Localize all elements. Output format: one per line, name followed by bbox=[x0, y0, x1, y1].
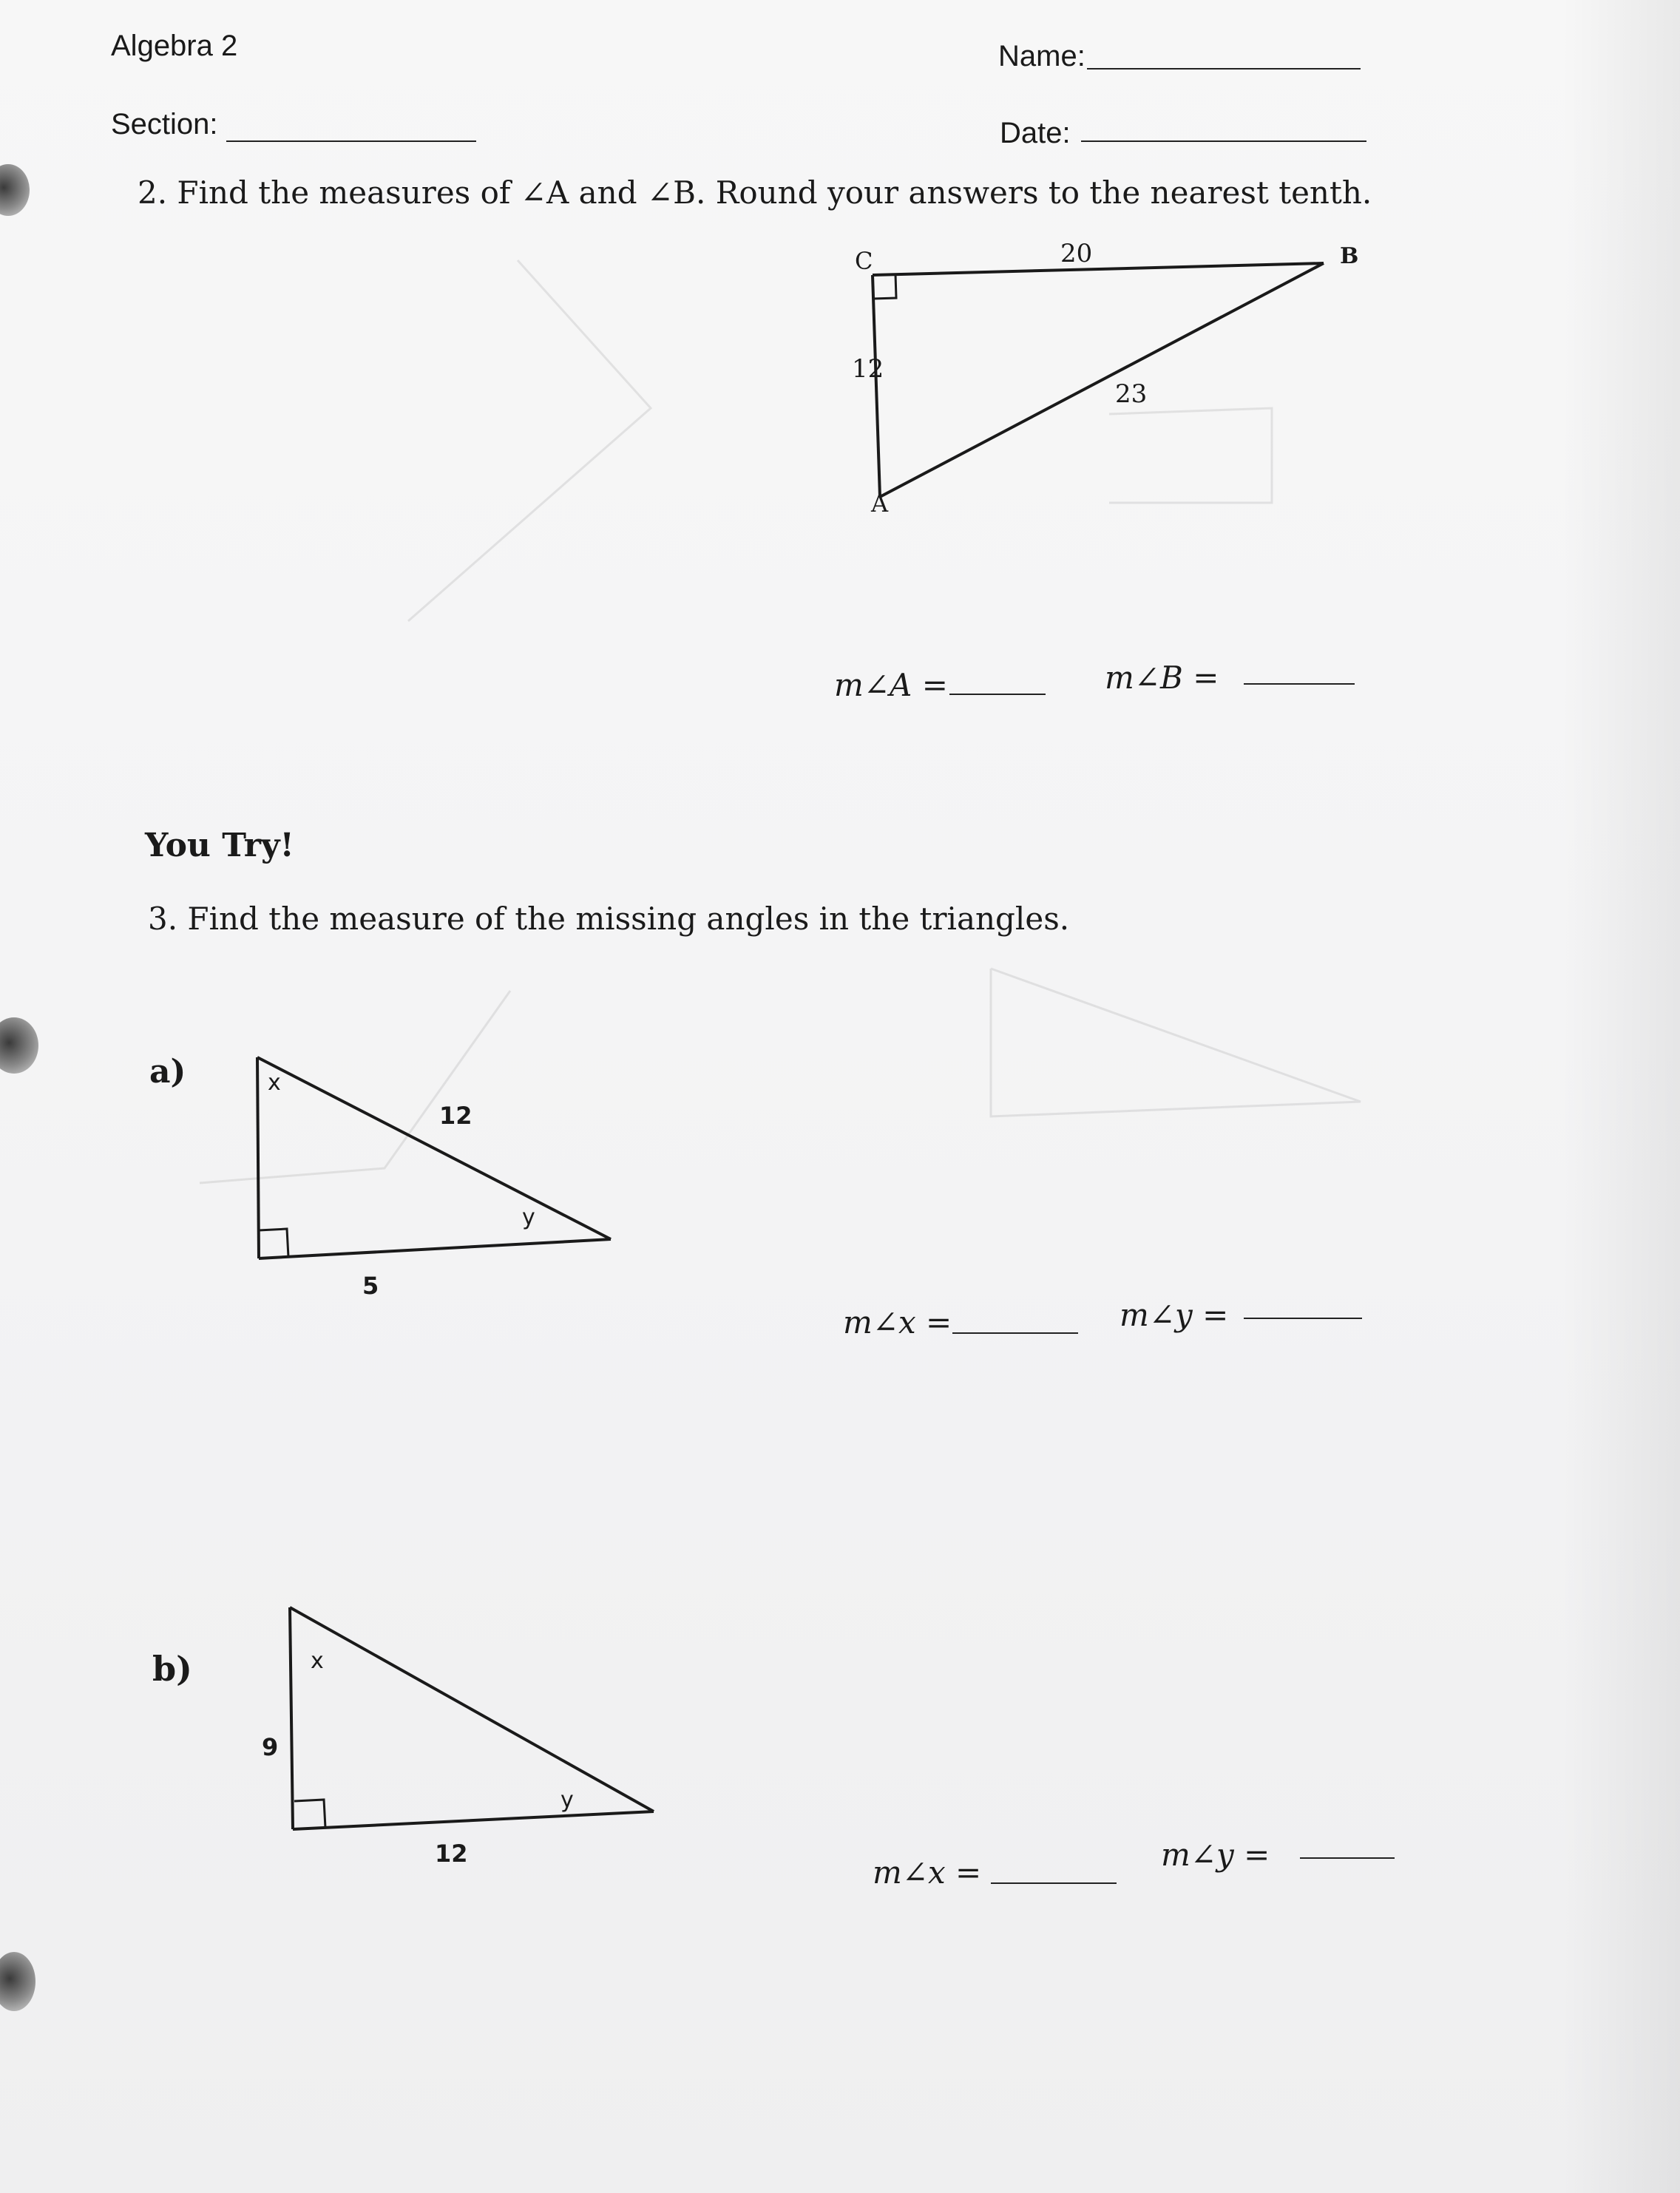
vertex-a-label: A bbox=[871, 489, 889, 518]
part-b-answer-y-field[interactable] bbox=[1300, 1857, 1395, 1859]
side-cb-label: 20 bbox=[1060, 239, 1093, 268]
part-a-answer-y-label: m∠y = bbox=[1120, 1297, 1229, 1333]
part-a-angle-x-label: x bbox=[268, 1070, 281, 1096]
name-field[interactable] bbox=[1087, 68, 1361, 70]
part-a-triangle bbox=[244, 1050, 629, 1301]
part-b-answer-y-label: m∠y = bbox=[1161, 1837, 1270, 1873]
part-a-angle-y-label: y bbox=[522, 1204, 535, 1230]
problem-2-triangle bbox=[813, 229, 1375, 525]
date-label: Date: bbox=[1000, 117, 1071, 149]
section-label: Section: bbox=[111, 108, 218, 140]
answer-angle-a-field[interactable] bbox=[949, 694, 1046, 695]
side-ab-label: 23 bbox=[1115, 379, 1148, 409]
vertex-c-label: C bbox=[855, 247, 873, 275]
section-field[interactable] bbox=[226, 140, 476, 142]
part-a-answer-x-field[interactable] bbox=[952, 1332, 1078, 1334]
course-title: Algebra 2 bbox=[111, 30, 238, 62]
part-b-base-label: 12 bbox=[435, 1840, 468, 1868]
answer-angle-a-label: m∠A = bbox=[834, 667, 948, 703]
part-b-triangle bbox=[262, 1597, 688, 1868]
part-b-answer-x-label: m∠x = bbox=[873, 1854, 982, 1891]
part-b-leg-label: 9 bbox=[262, 1733, 279, 1761]
problem-2-prompt: 2. Find the measures of ∠A and ∠B. Round your answers to the nearest tenth. bbox=[138, 174, 1372, 211]
part-b-answer-x-field[interactable] bbox=[991, 1882, 1117, 1884]
part-a-answer-x-label: m∠x = bbox=[843, 1304, 952, 1340]
part-b-angle-y-label: y bbox=[560, 1787, 574, 1813]
you-try-heading: You Try! bbox=[145, 827, 294, 864]
vertex-b-label: B bbox=[1340, 243, 1359, 269]
part-a-base-label: 5 bbox=[362, 1272, 379, 1300]
part-a-hypotenuse-label: 12 bbox=[439, 1102, 472, 1130]
side-ca-label: 12 bbox=[852, 354, 884, 384]
date-field[interactable] bbox=[1081, 140, 1366, 142]
answer-angle-b-label: m∠B = bbox=[1105, 660, 1219, 696]
part-b-label: b) bbox=[152, 1649, 192, 1689]
part-b-angle-x-label: x bbox=[311, 1648, 324, 1674]
answer-angle-b-field[interactable] bbox=[1244, 683, 1355, 685]
part-a-answer-y-field[interactable] bbox=[1244, 1318, 1362, 1319]
part-a-label: a) bbox=[149, 1053, 186, 1091]
problem-3-prompt: 3. Find the measure of the missing angles in the triangles. bbox=[148, 901, 1070, 937]
name-label: Name: bbox=[998, 40, 1085, 72]
